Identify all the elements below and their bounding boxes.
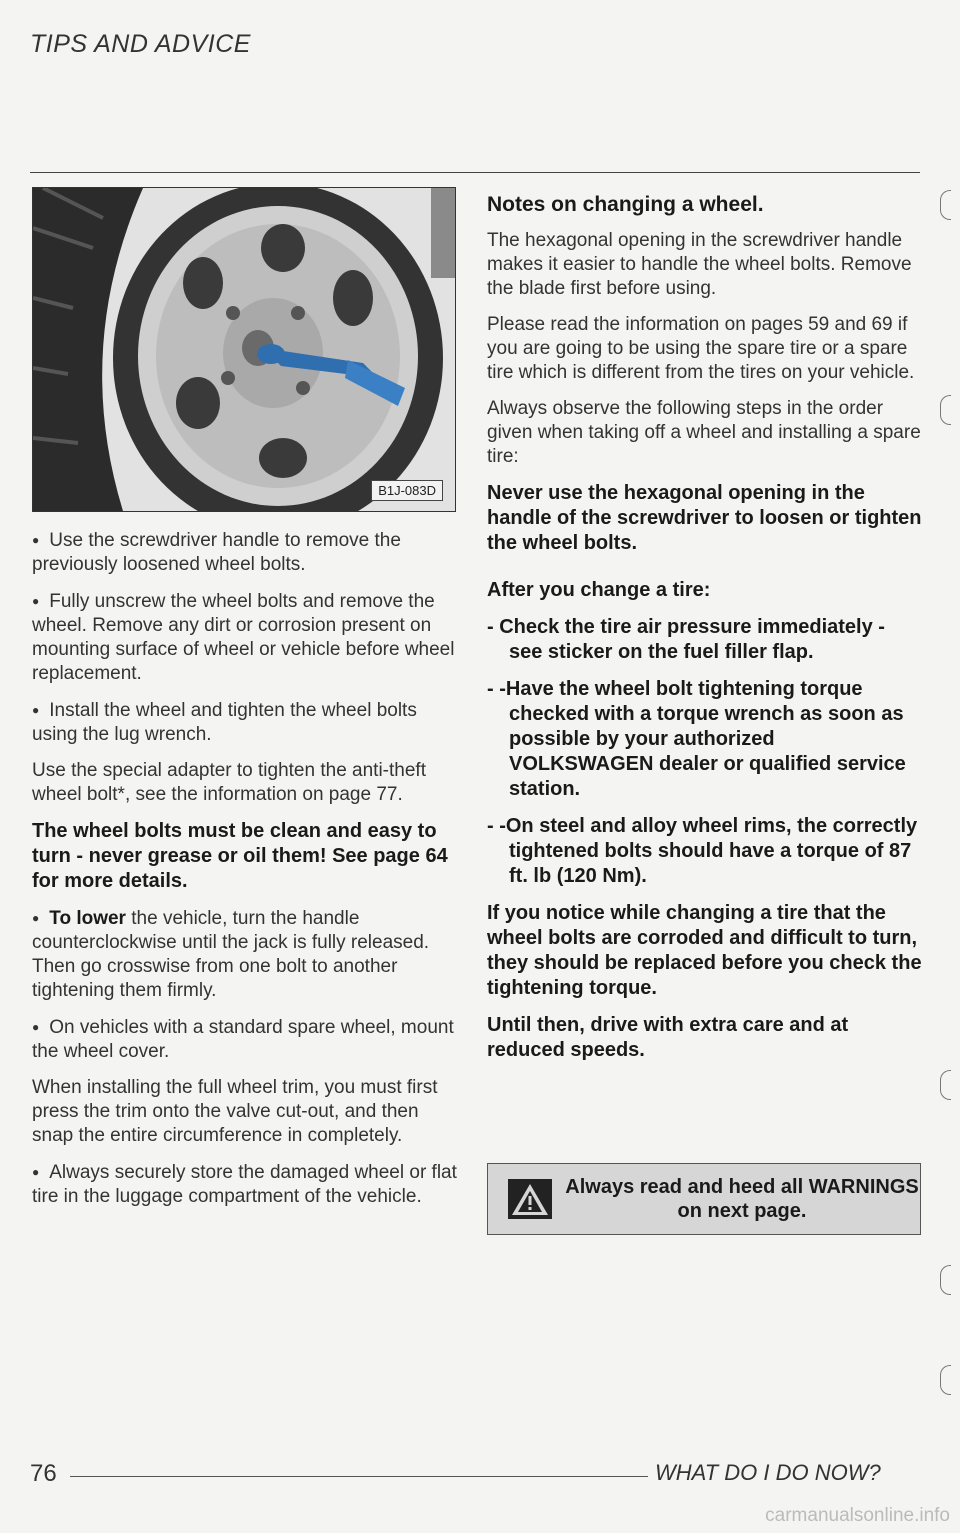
watermark: carmanualsonline.info xyxy=(765,1505,950,1526)
spare-tire-note: Please read the information on pages 59 and 69 if you are going to be using the spare tire or a spare tire which is different from the tires on your vehicle. xyxy=(487,314,915,383)
warning-text: Always read and heed all WARNINGS on next page. xyxy=(565,1176,919,1222)
margin-tab xyxy=(940,1070,951,1100)
page-number: 76 xyxy=(30,1460,57,1487)
figure-code: B1J-083D xyxy=(371,480,443,501)
footer-title: WHAT DO I DO NOW? xyxy=(655,1460,881,1485)
warning-box xyxy=(487,1163,921,1235)
after-change-heading: After you change a tire: xyxy=(487,579,711,601)
header-rule xyxy=(30,172,920,173)
never-use-warning: Never use the hexagonal opening in the handle of the screwdriver to loosen or tighten the wheel bolts. xyxy=(487,482,922,554)
instruction-lower-vehicle xyxy=(32,906,462,1003)
instruction-store-tire: ● Always securely store the damaged wheel or flat tire in the luggage compartment of the vehicle. xyxy=(32,1160,462,1209)
list-item: - -Have the wheel bolt tightening torque checked with a torque wrench as soon as possible by your authorized VOLKSWAGEN dealer or qualified service station. xyxy=(487,678,906,800)
hexagonal-opening-note: The hexagonal opening in the screwdriver handle makes it easier to handle the wheel bolts. Remove the blade first before using. xyxy=(487,230,912,299)
margin-tab xyxy=(940,1365,951,1395)
list-item: - Check the tire air pressure immediately - see sticker on the fuel filler flap. xyxy=(487,616,885,663)
section-title: TIPS AND ADVICE xyxy=(30,30,251,58)
instruction-remove-bolts: ● Use the screwdriver handle to remove the previously loosened wheel bolts. xyxy=(32,528,462,577)
wheel-photo xyxy=(32,187,456,512)
left-column xyxy=(32,528,462,1221)
instruction-wheel-cover: ● On vehicles with a standard spare wheel, mount the wheel cover. xyxy=(32,1015,462,1064)
notes-heading: Notes on changing a wheel. xyxy=(487,193,764,216)
lower-text: the vehicle, turn the handle counterclockwise until the jack is fully released. Then go crosswise from one bolt to another tightening them firmly. xyxy=(32,908,430,1001)
instruction-install-wheel: ● Install the wheel and tighten the wheel bolts using the lug wrench. xyxy=(32,698,462,747)
list-item: - -On steel and alloy wheel rims, the correctly tightened bolts should have a torque of 87 ft. lb (120 Nm). xyxy=(487,815,918,887)
right-column xyxy=(487,193,923,1075)
footer-rule xyxy=(70,1476,648,1477)
wheel-illustration xyxy=(33,188,455,511)
lower-label: To lower xyxy=(49,908,126,929)
margin-tab xyxy=(940,395,951,425)
wheel-trim-note: When installing the full wheel trim, you must first press the trim onto the valve cut-out, and then snap the entire circumference in completely. xyxy=(32,1077,438,1146)
order-note: Always observe the following steps in the order given when taking off a wheel and installing a spare tire: xyxy=(487,398,921,467)
margin-tab xyxy=(940,1265,951,1295)
warning-triangle-icon xyxy=(508,1179,552,1219)
corroded-bolts-note: If you notice while changing a tire that the wheel bolts are corroded and difficult to turn, they should be replaced before you check the tightening torque. xyxy=(487,902,922,999)
bolts-clean-note: The wheel bolts must be clean and easy to turn - never grease or oil them! See page 64 for more details. xyxy=(32,820,448,892)
instruction-remove-wheel: ● Fully unscrew the wheel bolts and remove the wheel. Remove any dirt or corrosion present on mounting surface of wheel or vehicle before wheel replacement. xyxy=(32,589,462,686)
anti-theft-note: Use the special adapter to tighten the anti-theft wheel bolt*, see the information on page 77. xyxy=(32,760,426,805)
margin-tab xyxy=(940,190,951,220)
reduced-speed-note: Until then, drive with extra care and at reduced speeds. xyxy=(487,1014,849,1061)
